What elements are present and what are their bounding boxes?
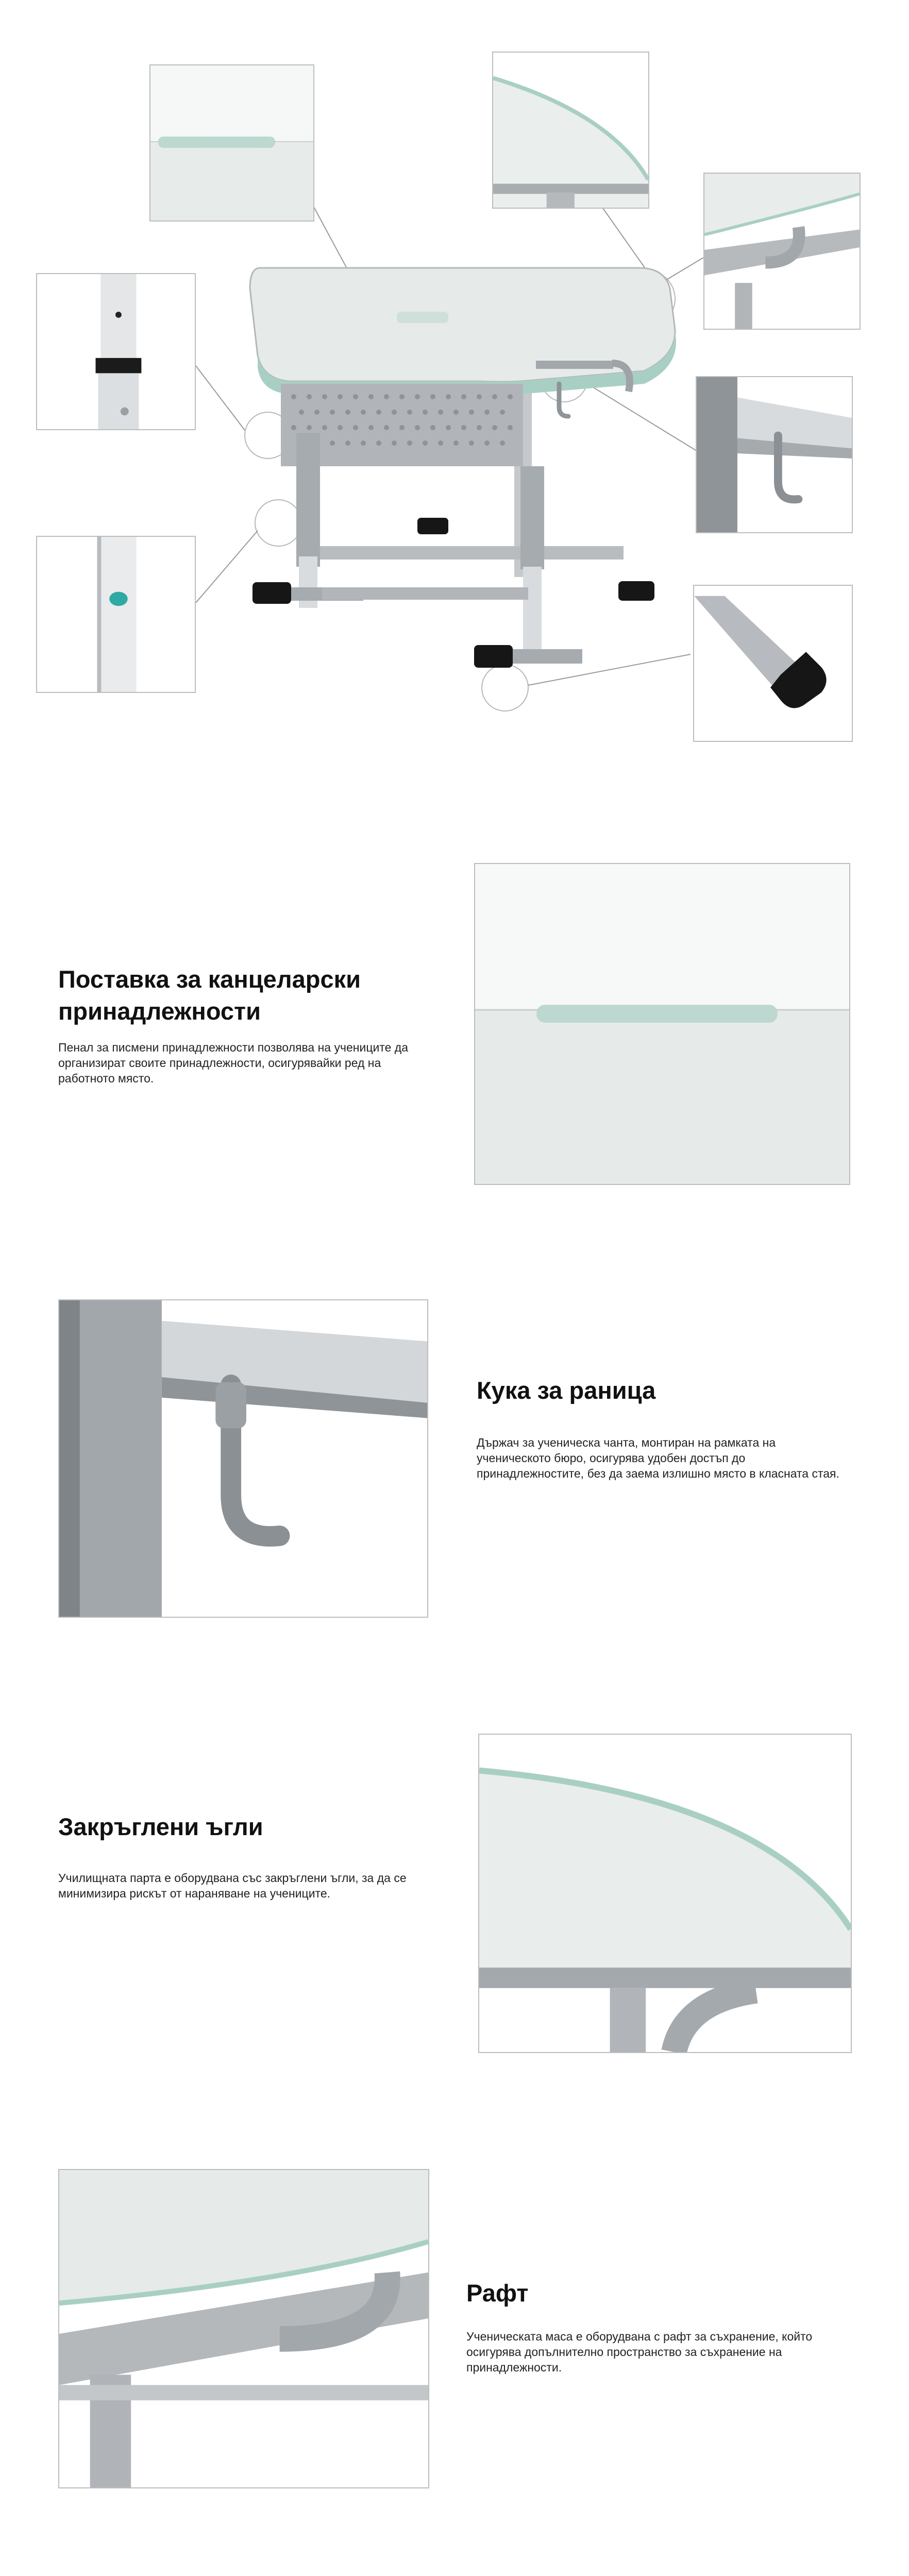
plastic-feet-icon	[694, 586, 852, 741]
photo-shelf	[58, 2169, 429, 2488]
thumb-bag-hook	[696, 376, 853, 533]
thumb-pencil-tray	[149, 64, 314, 222]
pencil-tray-photo-icon	[475, 864, 849, 1184]
bag-hook-icon	[697, 377, 852, 532]
section-text-rounded-corners: Училищната парта е оборудвана със закръглени ъгли, за да се минимизира рискът от нараняване на учениците.	[58, 1871, 407, 1900]
rounded-corner-photo-icon	[479, 1735, 851, 2052]
photo-bag-hook	[58, 1299, 428, 1618]
desk-illustration	[250, 268, 676, 668]
thumb-rounded-corner	[492, 52, 649, 209]
rounded-corner-icon	[493, 53, 648, 208]
shelf-icon	[704, 174, 860, 329]
height-adjust-icon	[37, 274, 195, 429]
photo-rounded-corners	[478, 1734, 852, 2053]
hero-illustration	[0, 0, 909, 783]
photo-pencil-tray	[474, 863, 850, 1185]
shelf-photo-icon	[59, 2170, 428, 2487]
pencil-tray-icon	[150, 65, 313, 221]
thumb-shelf	[703, 173, 861, 330]
section-title-pencil-tray: Поставка за канцеларски принадлежности	[58, 965, 361, 1025]
bag-hook-photo-icon	[59, 1300, 427, 1617]
section-text-pencil-tray: Пенал за писмени принадлежности позволява на учениците да организират своите принадлежности, осигурявайки ред на работното място.	[58, 1041, 409, 1085]
color-marking-icon	[37, 537, 195, 692]
thumb-color-marking	[36, 536, 196, 693]
section-title-shelf: Рафт	[466, 2279, 529, 2307]
section-title-rounded-corners: Закръглени ъгли	[58, 1813, 263, 1840]
thumb-plastic-feet	[693, 585, 853, 742]
section-text-shelf: Ученическата маса е оборудвана с рафт за съхранение, който осигурява допълнително пространство за съхранение на принадлежности.	[466, 2330, 813, 2374]
section-title-bag-hook: Кука за раница	[477, 1377, 656, 1404]
section-text-bag-hook: Държач за ученическа чанта, монтиран на рамката на ученическото бюро, осигурява удобен достъп до принадлежностите, без да заема излишно място в класната стая.	[477, 1436, 839, 1480]
thumb-height-adjust	[36, 273, 196, 430]
